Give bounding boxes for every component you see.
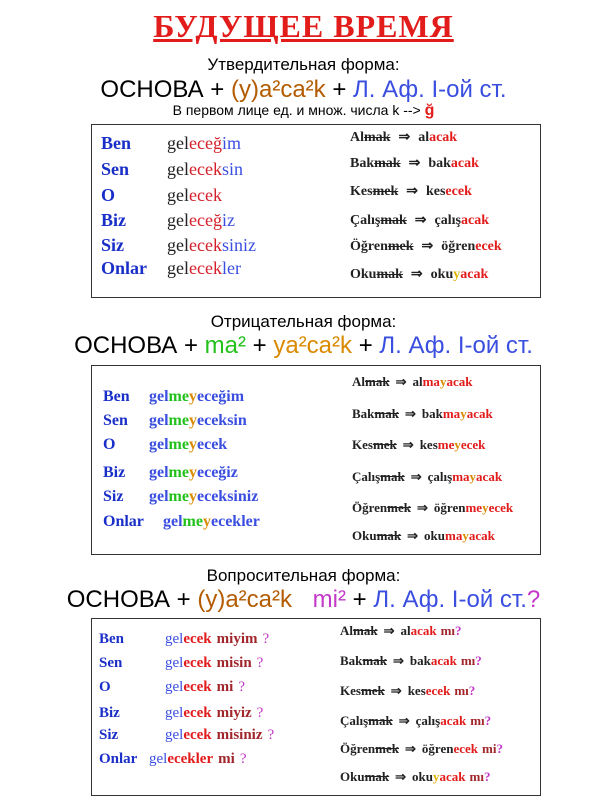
example-qmark: ? [455,623,462,638]
example [340,653,482,669]
example-root: kes [407,683,426,698]
affirmative-heading: Утвердительная форма: [207,55,400,74]
example-suffix: ecek [425,683,451,698]
formula-ending: Л. Аф. I-ой ст. [379,332,533,359]
form-suffix: ecek [210,513,242,530]
example-infinitive: mak [376,528,402,543]
negative-formula [0,332,607,360]
example-particle: mı [469,769,484,784]
example-suffix: acak [410,623,437,638]
example-negation: ma [445,528,463,543]
example-suffix: acak [439,769,466,784]
pronoun: Siz [101,235,125,255]
example-suffix: ecek [460,437,486,452]
example-infinitive: mak [362,653,387,668]
example-root: al [400,623,411,638]
form-stem: gel [149,388,169,405]
form-buffer: y [188,388,197,405]
negative-heading: Отрицательная форма: [210,312,397,331]
verb-form [165,679,245,696]
example-negation: ma [452,469,470,484]
example-stem: Öğren [350,239,388,254]
example-qmark: ? [496,741,503,756]
form-stem: gel [149,436,169,453]
formula-ending: Л. Аф. I-ой ст. [353,76,507,103]
form-suffix: ecek [196,436,228,453]
formula-suffix: ya²ca²k [273,332,353,359]
example-infinitive: mak [374,156,401,171]
pronoun: Onlar [101,258,148,278]
example-stem: Kes [350,184,373,199]
form-suffix: ecek [183,631,212,647]
form-suffix: ecek [196,488,228,505]
form-stem: gel [165,727,184,743]
formula-base: ОСНОВА + [66,586,191,613]
example [350,155,479,172]
example-suffix: acak [430,653,457,668]
arrow-icon: ⇒ [406,184,418,199]
form-stem: gel [149,464,169,481]
pronoun: Sen [99,655,123,671]
formula-base: ОСНОВА + [100,76,225,103]
form-suffix: ecek [189,159,222,179]
example-root: al [412,374,423,389]
example-suffix: ecek [488,500,514,515]
verb-form [149,412,247,430]
question-heading: Вопросительная форма: [206,566,401,585]
pronoun: Siz [103,488,124,505]
question-table [91,618,541,796]
example-suffix: acak [476,469,503,484]
pronoun: O [99,679,111,695]
form-qmark: ? [262,631,270,647]
example-particle: mı [440,623,456,638]
example-infinitive: mak [365,374,390,389]
example [350,212,489,229]
form-stem: gel [149,488,169,505]
form-stem: gel [163,513,183,530]
example [340,741,503,757]
example-stem: Kes [352,437,373,452]
pronoun: Siz [99,727,119,743]
verb-form [167,185,222,206]
question-formula [0,586,607,614]
example-stem: Çalış [340,713,369,728]
example-infinitive: mak [376,267,403,282]
example [352,406,493,422]
example-buffer: y [439,374,447,389]
pronoun: Biz [101,210,126,230]
example-root: al [418,130,430,145]
example-suffix: acak [440,713,467,728]
example-stem: Çalış [352,469,381,484]
example [352,528,495,544]
form-ending: ler [221,258,241,278]
form-negation: me [168,388,189,405]
example [352,437,485,453]
example-root: bak [421,406,443,421]
form-stem: gel [167,133,189,153]
form-particle: mi [216,679,234,695]
form-particle: misiniz [216,727,263,743]
form-stem: gel [165,655,184,671]
form-negation: me [168,488,189,505]
example [340,769,490,785]
pronoun: Onlar [99,751,138,767]
example-suffix: acak [450,156,479,171]
example-stem: Bak [340,653,363,668]
form-negation: me [182,513,203,530]
arrow-icon: ⇒ [395,374,407,389]
form-suffix: eceğ [196,388,227,405]
form-qmark: ? [239,751,247,767]
form-negation: me [168,436,189,453]
example-negation: me [437,437,455,452]
formula-neg: ma² [204,332,246,359]
example [350,129,457,146]
example-suffix: ecek [445,184,472,199]
verb-form [165,727,274,744]
example-stem: Bak [352,406,375,421]
form-buffer: y [188,488,197,505]
arrow-icon: ⇒ [417,500,428,515]
example-infinitive: mek [387,239,414,254]
form-suffix: ecek [189,235,222,255]
arrow-icon: ⇒ [383,623,395,638]
example-infinitive: mek [387,500,411,515]
formula-plus: + [358,332,373,359]
example-root: öğren [441,239,476,254]
form-suffix: ecek [196,412,228,429]
formula-ending: Л. Аф. I-ой ст. [373,586,527,613]
verb-form [149,388,244,406]
example-stem: Oku [350,267,377,282]
verb-form [163,513,260,531]
arrow-icon: ⇒ [421,239,434,254]
pronoun: Ben [103,388,130,405]
example-root: çalış [415,713,441,728]
form-ending: sin [227,412,247,429]
pronoun: Biz [99,705,120,721]
form-suffix: ecek [183,705,212,721]
example-stem: Öğren [352,500,388,515]
form-stem: gel [167,185,189,205]
example [352,374,472,390]
form-qmark: ? [238,679,245,695]
arrow-icon: ⇒ [410,267,423,282]
example [340,683,475,699]
example-stem: Al [350,130,364,145]
example [352,469,502,485]
example-suffix: ecek [475,239,502,254]
pronoun: Ben [101,133,132,153]
form-stem: gel [165,705,184,721]
example [340,623,462,639]
form-suffix: ecek [183,655,212,671]
example-root: oku [430,267,454,282]
verb-form [167,133,241,154]
example-infinitive: mek [372,437,397,452]
arrow-icon: ⇒ [390,683,402,698]
example-stem: Al [340,623,353,638]
form-suffix: ecek [189,185,222,205]
verb-form [167,235,256,256]
form-buffer: y [188,412,197,429]
arrow-icon: ⇒ [404,406,416,421]
page-title: БУДУЩЕЕ ВРЕМЯ [153,8,454,44]
form-suffix: eceğ [189,133,222,153]
verb-form [149,436,227,454]
example-suffix: acak [446,374,473,389]
example-buffer: y [433,769,440,784]
pronoun: O [101,185,116,205]
formula-plus: + [332,76,347,103]
example-root: bak [409,653,431,668]
form-negation: me [168,412,189,429]
example-stem: Oku [352,528,377,543]
formula-suffix: (y)a²ca²k [197,586,292,613]
arrow-icon: ⇒ [392,653,404,668]
formula-plus: + [252,332,267,359]
form-particle: mi [218,751,235,767]
example-particle: mi [482,741,497,756]
form-buffer: y [202,513,211,530]
form-suffix: ecekler [167,751,214,767]
form-buffer: y [188,436,197,453]
form-stem: gel [167,235,189,255]
affirmative-table [91,124,541,298]
example-negation: ma [422,374,440,389]
form-ending: sin [221,159,243,179]
formula-plus: + [352,586,367,613]
example [350,183,472,200]
form-stem: gel [149,751,168,767]
form-particle: misin [216,655,252,671]
form-stem: gel [165,631,184,647]
formula-base: ОСНОВА + [74,332,198,359]
example-stem: Oku [340,769,365,784]
form-suffix: ecek [183,727,212,743]
example-root: öğren [433,500,466,515]
pronoun: O [103,436,116,453]
example [350,238,502,255]
arrow-icon: ⇒ [398,713,410,728]
example-stem: Bak [350,156,375,171]
form-suffix: ecek [189,258,222,278]
example-suffix: acak [468,528,495,543]
form-stem: gel [149,412,169,429]
arrow-icon: ⇒ [405,741,416,756]
arrow-icon: ⇒ [408,156,421,171]
example-buffer: y [460,406,467,421]
form-qmark: ? [256,705,264,721]
form-ending: siniz [227,488,259,505]
arrow-icon: ⇒ [414,213,427,228]
formula-particle: mi² [312,586,346,613]
pronoun: Sen [101,159,130,179]
form-ending: im [226,388,245,405]
pronoun: Onlar [103,513,144,530]
verb-form [165,705,263,722]
example-buffer: y [462,528,469,543]
form-particle: miyim [216,631,258,647]
example-qmark: ? [475,653,482,668]
example-buffer: y [454,437,461,452]
form-qmark: ? [256,655,264,671]
form-particle: miyiz [216,705,252,721]
arrow-icon: ⇒ [407,528,419,543]
verb-form [149,464,238,482]
example-infinitive: mak [368,713,393,728]
pronoun: Sen [103,412,128,429]
example-root: kes [425,184,446,199]
example-stem: Öğren [340,741,376,756]
example-suffix: acak [466,406,493,421]
example-stem: Al [352,374,365,389]
form-suffix: eceğ [196,464,227,481]
example-suffix: acak [429,130,458,145]
form-ending: ler [241,513,260,530]
example-particle: mı [470,713,485,728]
example-buffer: y [469,469,477,484]
example-suffix: acak [460,213,489,228]
form-negation: me [168,464,189,481]
example-qmark: ? [483,769,491,784]
example-infinitive: mak [380,213,407,228]
example-particle: mı [460,653,476,668]
arrow-icon: ⇒ [398,130,411,145]
pronoun: Biz [103,464,126,481]
verb-form [149,488,258,506]
form-suffix: ecek [183,679,212,695]
example-infinitive: mak [364,769,390,784]
example-root: oku [412,769,434,784]
form-ending: iz [221,210,235,230]
example-particle: mı [454,683,469,698]
example-stem: Çalış [350,213,381,228]
note-letter: ğ [424,102,435,119]
form-buffer: y [188,464,197,481]
form-qmark: ? [267,727,275,743]
verb-form [165,655,263,672]
example-stem: Kes [340,683,361,698]
example-infinitive: mak [364,130,391,145]
example-root: çalış [427,469,453,484]
formula-suffix: (y)a²ca²k [231,76,326,103]
formula-qmark: ? [526,586,541,613]
arrow-icon: ⇒ [402,437,414,452]
example-infinitive: mek [360,683,385,698]
affirmative-formula [0,76,607,104]
example-qmark: ? [468,683,476,698]
example [350,266,488,283]
note-text: В первом лице ед. и множ. числа k --> [172,102,421,118]
example-infinitive: mak [374,406,399,421]
form-suffix: eceğ [189,210,222,230]
example-buffer: y [453,267,461,282]
example [340,713,491,729]
verb-form [165,631,269,648]
example-suffix: ecek [453,741,478,756]
form-stem: gel [167,210,189,230]
verb-form [167,258,241,279]
form-stem: gel [167,258,189,278]
example-root: kes [419,437,438,452]
example-suffix: acak [460,267,489,282]
example-root: bak [428,156,451,171]
verb-form [167,159,243,180]
form-ending: siniz [221,235,256,255]
example-root: öğren [421,741,454,756]
arrow-icon: ⇒ [410,469,422,484]
verb-form [149,751,246,768]
example-infinitive: mek [372,184,399,199]
negative-table [91,365,541,555]
example-infinitive: mek [375,741,399,756]
example-buffer: y [482,500,489,515]
form-stem: gel [167,159,189,179]
affirmative-note [0,102,607,120]
form-ending: im [221,133,241,153]
example-infinitive: mak [353,623,378,638]
verb-form [167,210,235,231]
example-negation: ma [442,406,461,421]
arrow-icon: ⇒ [395,769,407,784]
example-infinitive: mak [380,469,405,484]
form-stem: gel [165,679,184,695]
example-negation: me [465,500,483,515]
example-qmark: ? [484,713,492,728]
example-root: çalış [434,213,461,228]
form-ending: iz [226,464,238,481]
pronoun: Ben [99,631,125,647]
example-root: oku [424,528,446,543]
example [352,500,513,516]
